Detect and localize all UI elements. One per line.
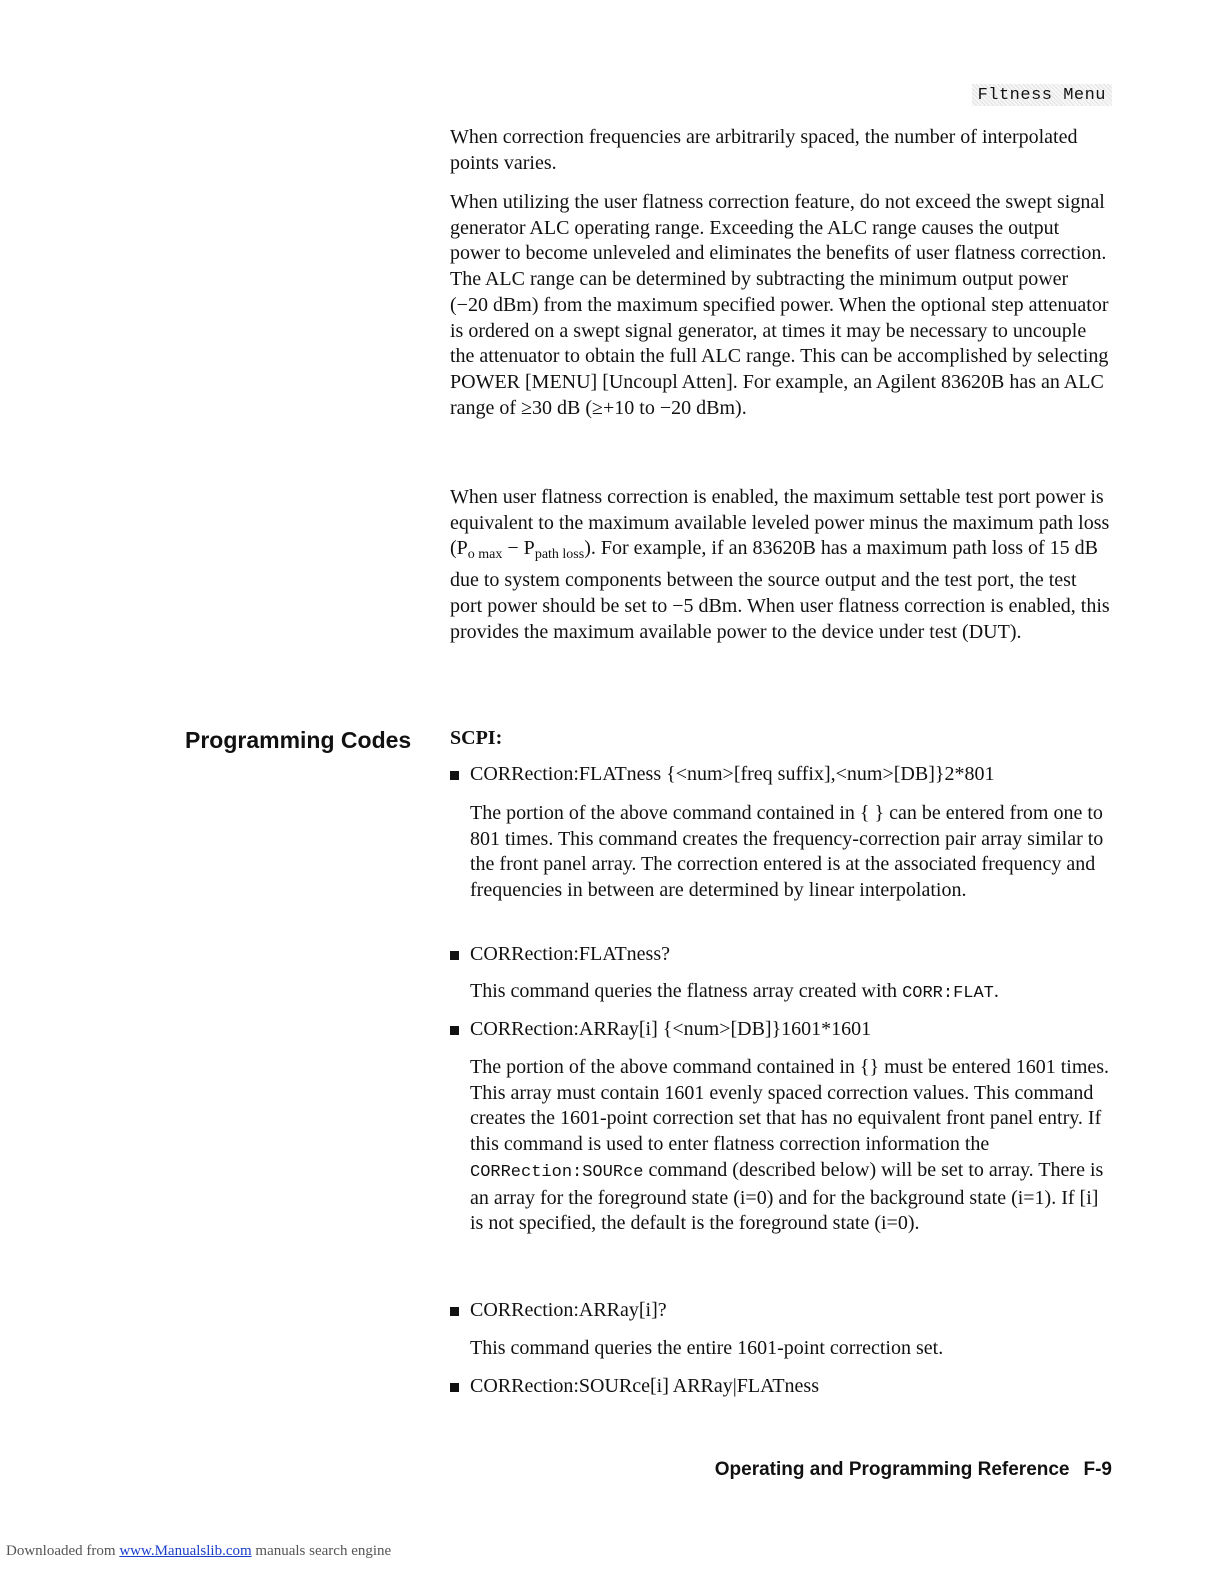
bullet-square-icon	[450, 771, 459, 780]
bullet-square-icon	[450, 1383, 459, 1392]
command-text: CORRection:SOURce[i] ARRay|FLATness	[470, 1375, 819, 1397]
footer-reference-title: Operating and Programming Reference	[714, 1459, 1070, 1480]
command-description: This command queries the entire 1601-point correction set.	[470, 1337, 944, 1359]
scpi-label: SCPI:	[450, 727, 503, 749]
p3-text-a: When user flatness correction is enabled, the maximum settable test port power is equivalent to the maximum available leveled power minus the maximum path loss (P	[450, 486, 1110, 560]
command-description	[470, 1055, 1110, 1237]
p3-text-minus: − P	[502, 537, 535, 560]
download-prefix: Downloaded from	[6, 1543, 120, 1559]
bullet-square-icon	[450, 1026, 459, 1035]
desc-text: This command queries the flatness array created with	[470, 980, 903, 1002]
paragraph-test-port-power	[450, 485, 1110, 645]
bullet-square-icon	[450, 1307, 459, 1316]
page-number: F-9	[1083, 1459, 1112, 1480]
desc-text: The portion of the above command contained in {} must be entered 1601 times. This array must contain 1601 evenly spaced correction values. This command creates the 1601-point correction set that has no equivalent front panel entry. If this command is used to enter flatness correction information the	[470, 1056, 1110, 1156]
paragraph-interpolated-points: When correction frequencies are arbitrarily spaced, the number of interpolated points varies.	[450, 126, 1078, 174]
p3-text-b: ). For example, if an 83620B has a maximum path loss of 15 dB due to system components between the source output and the test port, the test port power should be set to −5 dBm. When user flatness correction is enabled, this provides the maximum available power to the device under test (DUT).	[450, 537, 1110, 643]
p3-subscript-path-loss: path loss	[534, 547, 585, 563]
inline-code: CORRection:SOURce	[470, 1162, 644, 1182]
command-text: CORRection:FLATness {<num>[freq suffix],<num>[DB]}2*801	[470, 763, 995, 785]
download-attribution	[6, 1543, 391, 1560]
page-footer	[715, 1459, 1112, 1481]
download-suffix: manuals search engine	[251, 1543, 392, 1559]
section-heading-programming-codes: Programming Codes	[185, 727, 412, 753]
running-header-tag: Fltness Menu	[972, 84, 1112, 106]
manualslib-link[interactable]: www.Manualslib.com	[119, 1543, 252, 1559]
command-description: The portion of the above command contained in { } can be entered from one to 801 times. This command creates the frequency-correction pair array similar to the front panel array. The correction entered is at the associated frequency and frequencies in between are determined by linear interpolation.	[470, 802, 1104, 902]
p3-subscript-o-max: o max	[467, 547, 503, 563]
inline-code: CORR:FLAT	[902, 984, 994, 1003]
command-text: CORRection:FLATness?	[470, 943, 670, 965]
command-description	[470, 979, 1110, 1007]
bullet-square-icon	[450, 951, 459, 960]
desc-text: .	[993, 980, 999, 1002]
paragraph-alc-range: When utilizing the user flatness correction feature, do not exceed the swept signal generator ALC operating range. Exceeding the ALC range causes the output power to become unleveled and eliminates the benefits of user flatness correction. The ALC range can be determined by subtracting the minimum output power (−20 dBm) from the maximum specified power. When the optional step attenuator is ordered on a swept signal generator, at times it may be necessary to uncouple the attenuator to obtain the full ALC range. This can be accomplished by selecting POWER [MENU] [Uncoupl Atten]. For example, an Agilent 83620B has an ALC range of ≥30 dB (≥+10 to −20 dBm).	[450, 191, 1109, 419]
command-text: CORRection:ARRay[i]?	[470, 1299, 667, 1321]
command-text: CORRection:ARRay[i] {<num>[DB]}1601*1601	[470, 1018, 872, 1040]
desc-text: command (described below) will be set to array. There is an array for the foreground state (i=0) and for the background state (i=1). If [i] is not specified, the default is the foreground state (i=0).	[470, 1158, 1104, 1235]
